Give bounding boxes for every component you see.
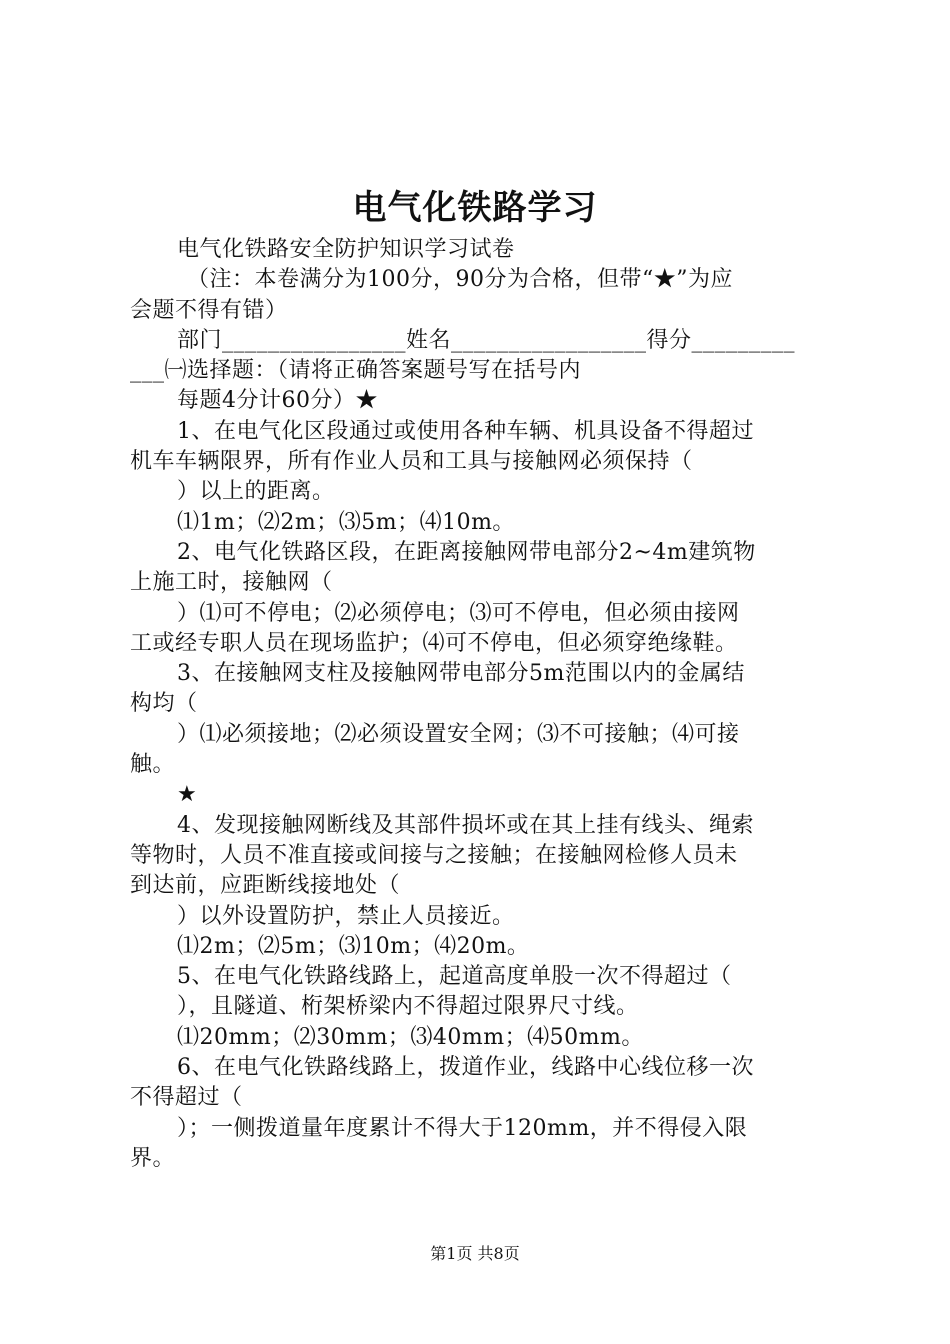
text-line: ）⑴可不停电；⑵必须停电；⑶可不停电，但必须由接网: [177, 600, 740, 626]
text-line: ）以外设置防护，禁止人员接近。: [177, 903, 515, 929]
text-line: 6、在电气化铁路线路上，拨道作业，线路中心线位移一次: [177, 1055, 754, 1081]
text-line: 构均（: [130, 691, 198, 717]
text-line: ）⑴必须接地；⑵必须设置安全网；⑶不可接触；⑷可接: [177, 721, 740, 747]
page-footer: 第1页 共8页: [430, 1244, 520, 1263]
text-line: ⑴2m；⑵5m；⑶10m；⑷20m。: [177, 933, 530, 959]
text-line: 3、在接触网支柱及接触网带电部分5m范围以内的金属结: [177, 661, 745, 687]
text-line: 机车车辆限界，所有作业人员和工具与接触网必须保持（: [130, 449, 693, 475]
text-line: 到达前，应距断线接地处（: [130, 873, 401, 899]
text-line: ），且隧道、桁架桥梁内不得超过限界尺寸线。: [177, 994, 639, 1020]
text-line: ）；一侧拨道量年度累计不得大于120mm，并不得侵入限: [177, 1115, 748, 1141]
text-line: 部门________________姓名_________________得分_________: [177, 327, 796, 353]
text-line: 每题4分计60分）★: [177, 388, 378, 414]
text-line: 2、电气化铁路区段，在距离接触网带电部分2~4m建筑物: [177, 539, 756, 565]
text-line: 等物时，人员不准直接或间接与之接触；在接触网检修人员未: [130, 842, 738, 868]
text-line: （注：本卷满分为100分，90分为合格，但带“★”为应: [187, 267, 733, 293]
text-line: 1、在电气化区段通过或使用各种车辆、机具设备不得超过: [177, 418, 754, 444]
document-body: [130, 235, 830, 1174]
text-line: ⑴20mm；⑵30mm；⑶40mm；⑷50mm。: [177, 1024, 644, 1050]
text-line: ___㈠选择题：（请将正确答案题号写在括号内: [130, 358, 582, 384]
text-line: 电气化铁路安全防护知识学习试卷: [177, 237, 515, 262]
text-line: 5、在电气化铁路线路上，起道高度单股一次不得超过（: [177, 964, 732, 990]
text-line: ★: [177, 782, 198, 808]
text-line: 界。: [130, 1145, 176, 1171]
document-title: 电气化铁路学习: [352, 188, 598, 228]
text-line: 不得超过（: [130, 1085, 243, 1111]
text-line: 会题不得有错）: [130, 297, 288, 323]
text-line: ⑴1m；⑵2m；⑶5m；⑷10m。: [177, 509, 515, 535]
text-line: 上施工时，接触网（: [130, 570, 333, 596]
text-line: 触。: [130, 752, 176, 778]
text-line: 4、发现接触网断线及其部件损坏或在其上挂有线头、绳索: [177, 812, 754, 838]
text-line: ）以上的距离。: [177, 479, 335, 505]
text-line: 工或经专职人员在现场监护；⑷可不停电，但必须穿绝缘鞋。: [130, 630, 738, 656]
